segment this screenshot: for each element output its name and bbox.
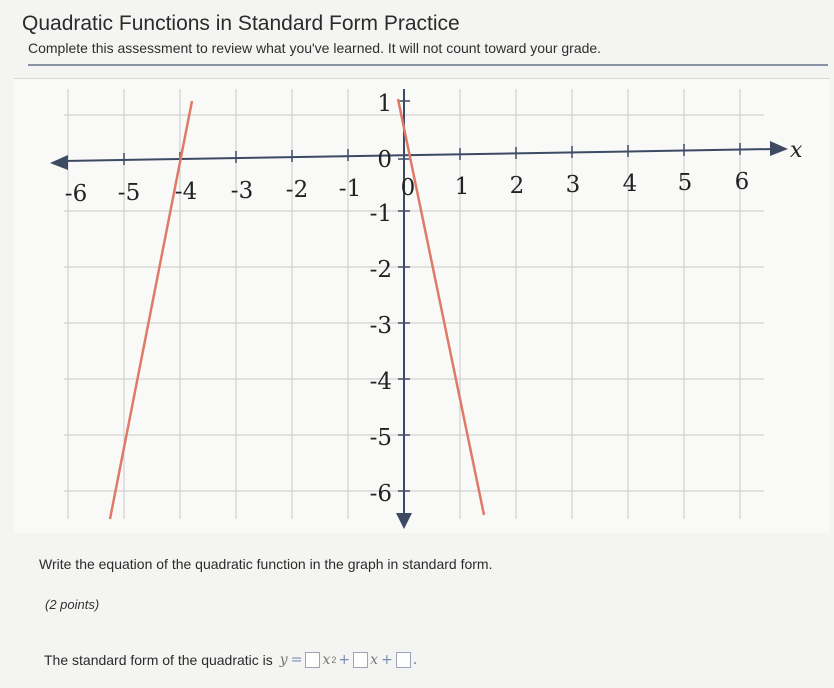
coefficient-a-input[interactable] bbox=[305, 652, 320, 668]
x-label-1: 1 bbox=[454, 174, 470, 200]
y-label-m1: -1 bbox=[369, 201, 392, 227]
constant-c-input[interactable] bbox=[396, 652, 411, 668]
y-label-m2: -2 bbox=[369, 257, 392, 283]
x-axis-arrow-right bbox=[770, 141, 788, 156]
answer-x-squared: x bbox=[322, 652, 331, 668]
answer-period: . bbox=[412, 652, 418, 668]
x-label-2: 2 bbox=[509, 173, 525, 199]
x-label-6: 6 bbox=[734, 169, 750, 195]
y-axis-arrow-down bbox=[396, 513, 412, 529]
x-label-4: 4 bbox=[622, 171, 638, 197]
question-prompt: Write the equation of the quadratic function in the graph in standard form. bbox=[39, 556, 493, 572]
x-axis-variable-label: x bbox=[790, 138, 803, 163]
answer-equals: = bbox=[290, 652, 303, 668]
answer-exponent: 2 bbox=[331, 655, 337, 665]
answer-plus-2: + bbox=[381, 652, 393, 668]
y-label-1: 1 bbox=[377, 91, 392, 117]
x-axis-line bbox=[64, 149, 774, 161]
x-label-m4: -4 bbox=[174, 179, 198, 205]
answer-plus-1: + bbox=[338, 652, 351, 668]
y-label-m6: -6 bbox=[369, 481, 392, 507]
x-label-m2: -2 bbox=[285, 177, 309, 203]
answer-y-var: y bbox=[279, 652, 288, 668]
x-label-m6: -6 bbox=[64, 181, 88, 207]
y-label-m4: -4 bbox=[369, 369, 392, 395]
quadratic-graph bbox=[14, 79, 830, 533]
parabola-right-branch bbox=[398, 99, 484, 515]
x-axis-arrow-left bbox=[50, 155, 68, 170]
x-label-0: 0 bbox=[400, 175, 416, 201]
y-label-m5: -5 bbox=[369, 425, 392, 451]
page-subtitle: Complete this assessment to review what you've learned. It will not count toward your grade. bbox=[28, 40, 828, 66]
x-label-3: 3 bbox=[565, 172, 581, 198]
coefficient-b-input[interactable] bbox=[353, 652, 368, 668]
answer-lead-text: The standard form of the quadratic is bbox=[44, 652, 273, 668]
graph-panel bbox=[14, 78, 830, 533]
points-value: (2 points) bbox=[45, 597, 100, 612]
x-label-m5: -5 bbox=[117, 180, 141, 206]
x-label-m1: -1 bbox=[338, 176, 362, 202]
y-label-0: 0 bbox=[377, 147, 392, 173]
y-label-m3: -3 bbox=[369, 313, 392, 339]
x-label-5: 5 bbox=[677, 170, 693, 196]
page-title: Quadratic Functions in Standard Form Practice bbox=[22, 12, 460, 35]
x-label-m3: -3 bbox=[230, 178, 254, 204]
answer-x-term: x bbox=[370, 652, 379, 668]
answer-line bbox=[44, 652, 418, 668]
